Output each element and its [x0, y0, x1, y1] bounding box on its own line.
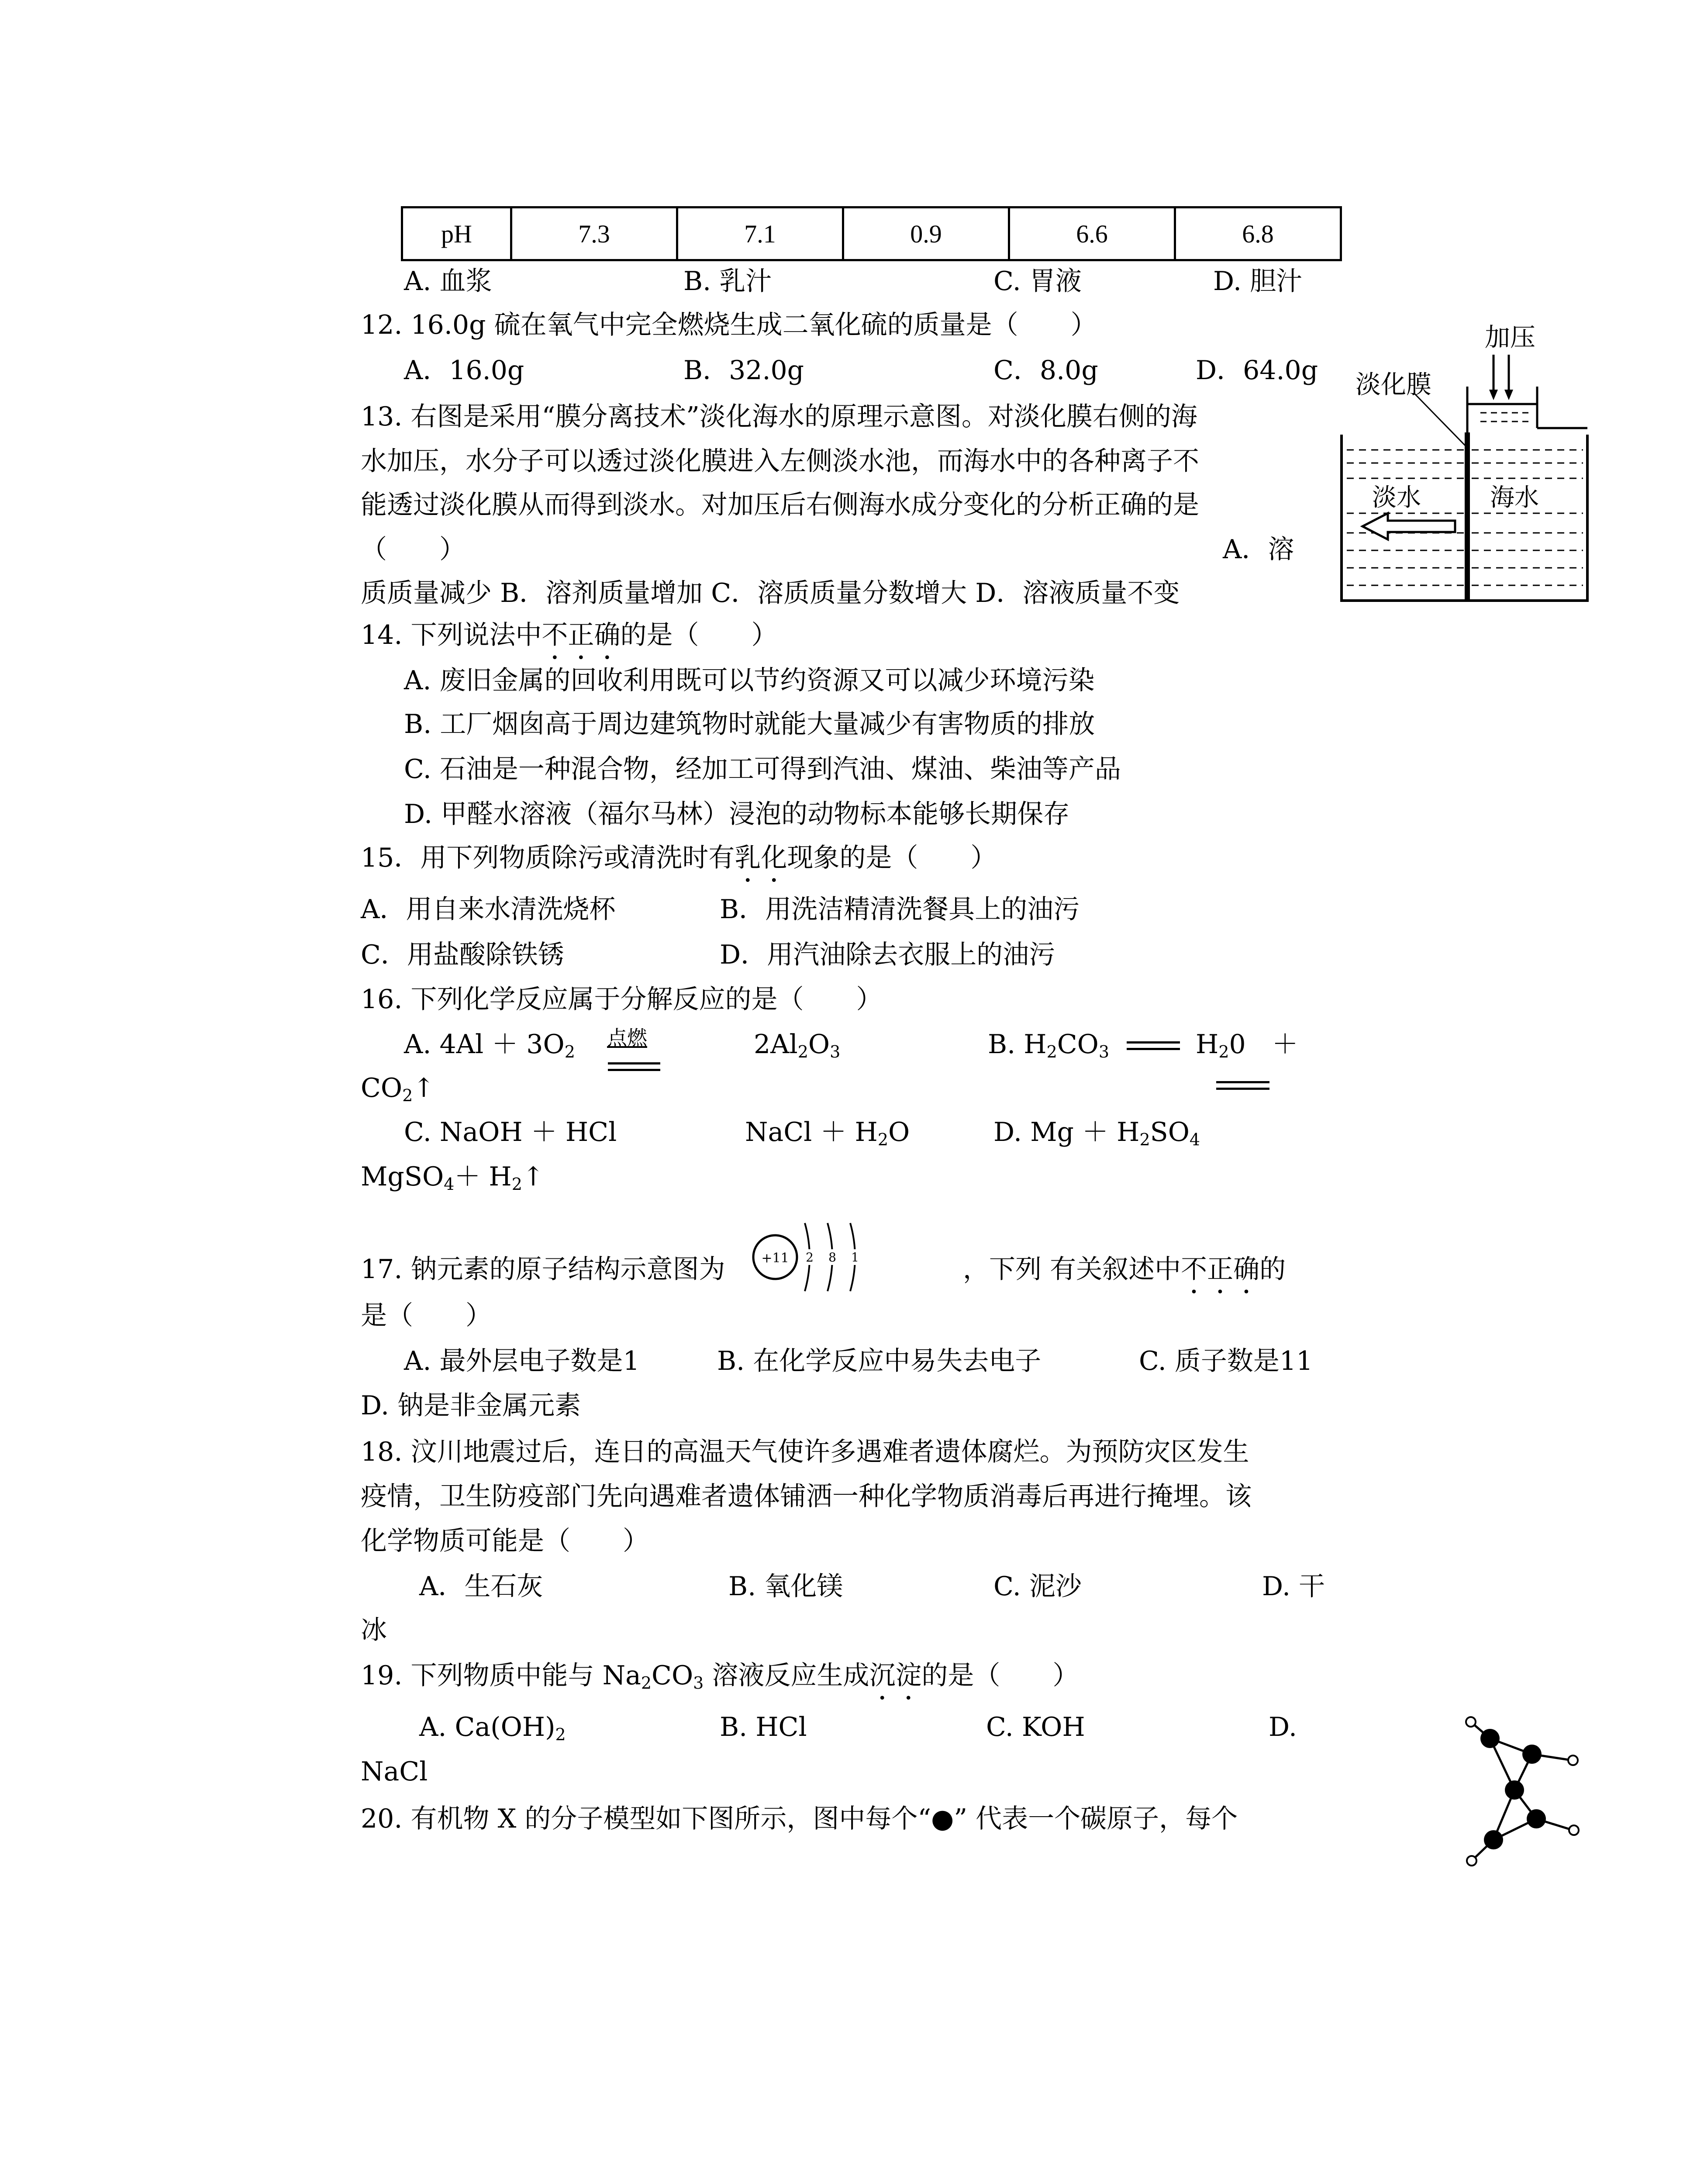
carbon-atom — [1527, 1809, 1546, 1828]
q18-line-3: 化学物质可能是（ ） — [361, 1526, 649, 1556]
molecule-model-figure — [1459, 1712, 1590, 1878]
q16-option-d[interactable]: D. $Mg + H_2SO_4$ — [993, 1117, 1200, 1149]
q16-equals-sign-c — [1216, 1081, 1269, 1090]
q17-stem — [361, 1254, 725, 1285]
q16-stem: 16. 下列化学反应属于分解反应的是（ ） — [361, 984, 883, 1015]
pressure-arrow-head-icon — [1504, 390, 1513, 400]
shell-3-count: 1 — [851, 1250, 859, 1265]
q12-option-a[interactable]: A．16.0g — [404, 355, 524, 386]
q16-option-c[interactable]: C. NaOH ＋ HCl — [404, 1117, 617, 1147]
q17-stem-pre: 17. 钠元素的原子结构示意图为 — [361, 1254, 725, 1285]
q11-option-c[interactable]: C. 胃液 — [993, 266, 1082, 297]
q12-option-c[interactable]: C．8.0g — [993, 355, 1098, 386]
hydrogen-atom — [1467, 1856, 1476, 1866]
q19-stem-emphasis: 沉淀 — [869, 1660, 922, 1691]
q15-stem-post: 现象的是（ ） — [787, 843, 997, 873]
q19-option-b[interactable]: B. HCl — [720, 1712, 807, 1742]
q17-option-b[interactable]: B. 在化学反应中易失去电子 — [717, 1346, 1042, 1376]
carbon-atom — [1522, 1745, 1542, 1764]
q13-line-2: 水加压，水分子可以透过淡化膜进入左侧淡水池，而海水中的各种离子不 — [361, 446, 1199, 477]
q17-stem-emphasis: 不正确 — [1181, 1254, 1260, 1285]
sea-water-label: 海水 — [1490, 484, 1539, 512]
q17-stem-mid: ，下列 有关叙述中 — [963, 1254, 1181, 1285]
q18-option-b[interactable]: B. 氧化镁 — [728, 1571, 843, 1602]
q13-answer-paren: （ ） — [361, 534, 466, 565]
q16-equals-sign-b — [1127, 1041, 1180, 1050]
q15-stem — [361, 842, 997, 888]
membrane-pointer — [1414, 393, 1467, 448]
q13-option-a-start[interactable]: A．溶 — [1223, 534, 1294, 565]
q14-stem-pre: 14. 下列说法中 — [361, 620, 542, 650]
q16-option-c-product: NaCl ＋ $H_2O$ — [745, 1117, 910, 1149]
q13-line-3: 能透过淡化膜从而得到淡水。对加压后右侧海水成分变化的分析正确的是 — [361, 490, 1199, 520]
q19-option-c[interactable]: C. KOH — [986, 1712, 1085, 1742]
q18-line-1: 18. 汶川地震过后，连日的高温天气使许多遇难者遗体腐烂。为预防灾区发生 — [361, 1437, 1249, 1467]
q16-option-b-product: $H_20$ ＋ — [1196, 1029, 1298, 1061]
q16-option-b[interactable]: B. $H_2CO_3$ — [988, 1029, 1110, 1061]
q19-stem-post: 溶液反应生成 — [712, 1660, 869, 1691]
pressure-label: 加压 — [1485, 322, 1536, 352]
carbon-atom — [1484, 1830, 1503, 1849]
fresh-water-label: 淡水 — [1372, 484, 1421, 512]
membrane-label: 淡化膜 — [1356, 370, 1432, 399]
q16-option-d-product: MgSO$_4$＋ $H_2↑$ — [361, 1161, 545, 1194]
carbon-atom — [1505, 1780, 1524, 1800]
q19-option-a[interactable]: A. $Ca(OH)_2$ — [419, 1712, 566, 1744]
q17-stem-line-2: 是（ ） — [361, 1300, 492, 1331]
q15-stem-pre: 15．用下列物质除污或清洗时有 — [361, 843, 735, 873]
q19-stem-end: 的是（ ） — [921, 1660, 1079, 1691]
q14-stem-post: 的是（ ） — [620, 620, 778, 650]
q15-option-d[interactable]: D．用汽油除去衣服上的油污 — [720, 940, 1055, 970]
q14-option-c[interactable]: C. 石油是一种混合物，经加工可得到汽油、煤油、柴油等产品 — [404, 754, 1121, 784]
q19-option-d-wrap: NaCl — [361, 1756, 428, 1787]
q19-stem: 19. 下列物质中能与 $Na_2CO_3$ 溶液反应生成沉淀的是（ ） — [361, 1660, 1079, 1693]
shell-1-count: 2 — [806, 1250, 814, 1265]
q17-stem-post: 的 — [1259, 1254, 1286, 1285]
q11-option-b[interactable]: B. 乳汁 — [683, 266, 772, 297]
q13-options[interactable]: 质质量减少 B．溶剂质量增加 C．溶质质量分数增大 D．溶液质量不变 — [361, 578, 1180, 608]
q17-option-c[interactable]: C. 质子数是11 — [1139, 1346, 1313, 1376]
table-row — [402, 207, 1341, 260]
q16-option-a-product: $2Al_2O_3$ — [754, 1029, 841, 1061]
shell-2-count: 8 — [828, 1250, 836, 1265]
q11-option-d[interactable]: D. 胆汁 — [1213, 266, 1303, 297]
q12-option-d[interactable]: D．64.0g — [1196, 355, 1318, 386]
q17-stem-continued — [963, 1254, 1286, 1300]
q14-option-b[interactable]: B. 工厂烟囱高于周边建筑物时就能大量减少有害物质的排放 — [404, 709, 1095, 740]
table-header-cell: pH — [402, 207, 511, 260]
table-cell: 7.3 — [511, 207, 677, 260]
hydrogen-atom — [1568, 1755, 1578, 1765]
q13-line-1: 13. 右图是采用“膜分离技术”淡化海水的原理示意图。对淡化膜右侧的海 — [361, 401, 1197, 432]
table-cell: 7.1 — [677, 207, 843, 260]
q16-equals-sign-a — [608, 1062, 660, 1071]
flow-arrow-icon — [1362, 513, 1455, 539]
membrane-separation-figure — [1336, 314, 1598, 625]
q19-option-d[interactable]: D. — [1269, 1712, 1297, 1742]
table-cell: 0.9 — [843, 207, 1009, 260]
table-cell: 6.8 — [1175, 207, 1341, 260]
q15-option-b[interactable]: B．用洗洁精清洗餐具上的油污 — [720, 894, 1080, 925]
q18-option-d-wrap: 冰 — [361, 1615, 387, 1645]
q19-stem-pre: 19. 下列物质中能与 Na — [361, 1660, 641, 1691]
q15-stem-emphasis: 乳化 — [735, 843, 787, 873]
q14-stem — [361, 619, 778, 666]
q18-option-d[interactable]: D. 干 — [1262, 1571, 1325, 1602]
q14-option-a[interactable]: A. 废旧金属的回收利用既可以节约资源又可以减少环境污染 — [404, 665, 1095, 696]
hydrogen-atom — [1466, 1717, 1476, 1727]
nucleus-charge: +11 — [761, 1251, 789, 1266]
table-cell: 6.6 — [1009, 207, 1175, 260]
q18-option-a[interactable]: A．生石灰 — [419, 1571, 543, 1602]
hydrogen-atom — [1569, 1825, 1579, 1835]
pressure-arrow-head-icon — [1489, 390, 1498, 400]
q17-option-a[interactable]: A. 最外层电子数是1 — [404, 1346, 640, 1376]
q16-reaction-condition: 点燃 — [607, 1026, 647, 1050]
carbon-atom — [1480, 1729, 1500, 1748]
q18-option-c[interactable]: C. 泥沙 — [993, 1571, 1082, 1602]
q14-option-d[interactable]: D. 甲醛水溶液（福尔马林）浸泡的动物标本能够长期保存 — [404, 799, 1070, 829]
sodium-atom-diagram — [749, 1214, 880, 1297]
q11-option-a[interactable]: A. 血浆 — [404, 266, 492, 297]
q15-option-a[interactable]: A．用自来水清洗烧杯 — [361, 894, 616, 925]
ph-table — [401, 206, 1342, 261]
q12-option-b[interactable]: B．32.0g — [683, 355, 804, 386]
q20-line-1: 20. 有机物 X 的分子模型如下图所示，图中每个“●” 代表一个碳原子，每个 — [361, 1804, 1238, 1834]
q16-option-a[interactable]: A. $4Al + 3O_2$ — [404, 1029, 575, 1061]
q16-option-b-co2: $CO_2↑$ — [361, 1073, 435, 1105]
q14-stem-emphasis: 不正确 — [542, 620, 621, 650]
q17-option-d[interactable]: D. 钠是非金属元素 — [361, 1390, 581, 1421]
q12-stem: 12. 16.0g 硫在氧气中完全燃烧生成二氧化硫的质量是（ ） — [361, 310, 1097, 340]
q15-option-c[interactable]: C．用盐酸除铁锈 — [361, 940, 564, 970]
q18-line-2: 疫情，卫生防疫部门先向遇难者遗体铺洒一种化学物质消毒后再进行掩埋。该 — [361, 1481, 1252, 1512]
